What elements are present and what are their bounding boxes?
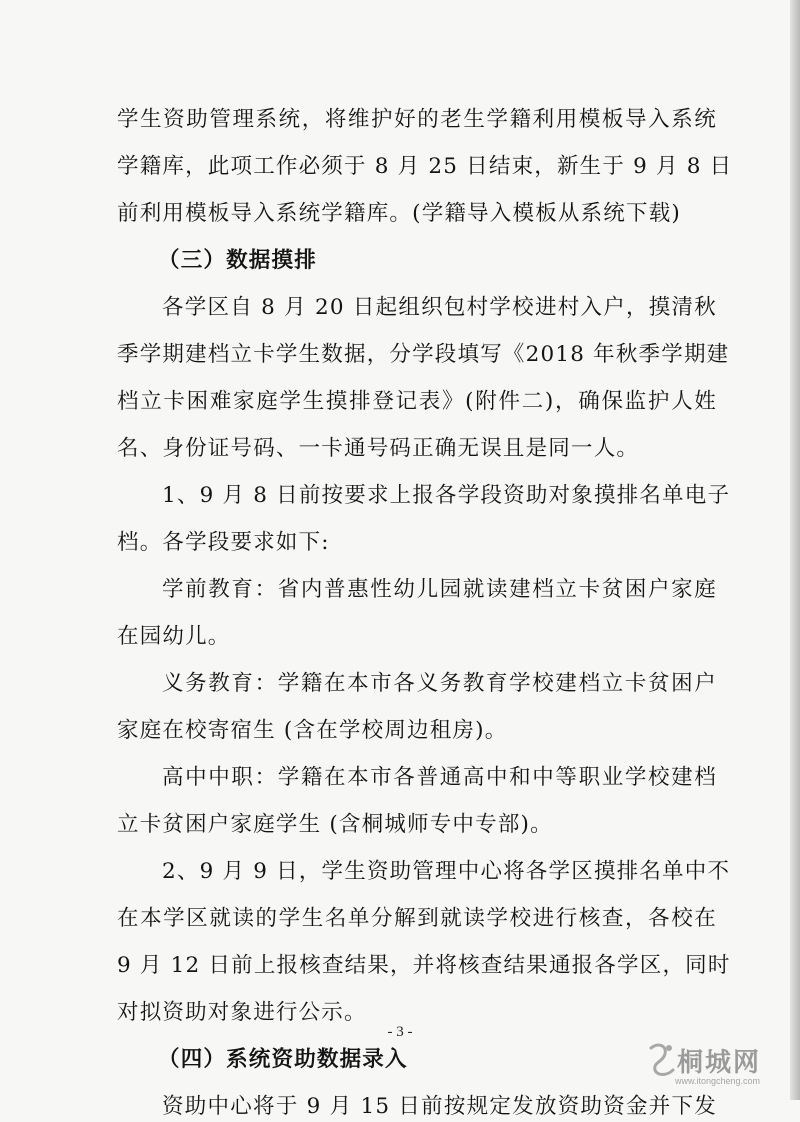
section-heading-four: （四）系统资助数据录入 — [158, 1047, 408, 1072]
text-line: 义务教育：学籍在本市各义务教育学校建档立卡贫困户 — [162, 671, 717, 696]
text-line: 各学区自 8 月 20 日起组织包村学校进村入户，摸清秋 — [162, 295, 717, 320]
watermark-name: 桐城网 — [677, 1048, 762, 1078]
text-line: 9 月 12 日前上报核查结果，并将核查结果通报各学区，同时 — [117, 953, 731, 978]
site-watermark — [645, 1040, 795, 1095]
text-line: 家庭在校寄宿生 (含在学校周边租房)。 — [117, 718, 508, 743]
text-line: 立卡贫困户家庭学生 (含桐城师专中专部)。 — [117, 812, 553, 837]
scan-edge — [790, 0, 800, 1100]
watermark-logo-icon — [645, 1040, 677, 1080]
text-line: 高中中职：学籍在本市各普通高中和中等职业学校建档 — [162, 765, 717, 790]
text-line: 在本学区就读的学生名单分解到就读学校进行核查，各校在 — [117, 906, 717, 931]
text-line: 档。各学段要求如下: — [117, 530, 330, 555]
text-line: 在园幼儿。 — [117, 624, 231, 649]
text-line: 2、9 月 9 日，学生资助管理中心将各学区摸排名单中不 — [162, 859, 731, 884]
text-line: 学前教育：省内普惠性幼儿园就读建档立卡贫困户家庭 — [162, 577, 717, 602]
text-line: 季学期建档立卡学生数据，分学段填写《2018 年秋季学期建 — [117, 342, 730, 367]
page-number: - 3 - — [387, 1024, 413, 1040]
watermark-url: www.itongcheng.com — [675, 1076, 761, 1086]
text-line: 资助中心将于 9 月 15 日前按规定发放资助资金并下发 — [162, 1094, 717, 1119]
text-line: 学籍库，此项工作必须于 8 月 25 日结束，新生于 9 月 8 日 — [117, 154, 733, 179]
text-line: 前利用模板导入系统学籍库。(学籍导入模板从系统下载) — [117, 201, 681, 226]
text-line: 学生资助管理系统，将维护好的老生学籍利用模板导入系统 — [117, 107, 717, 132]
text-line: 档立卡困难家庭学生摸排登记表》(附件二)，确保监护人姓 — [117, 389, 717, 414]
section-heading-three: （三）数据摸排 — [158, 248, 317, 273]
text-line: 1、9 月 8 日前按要求上报各学段资助对象摸排名单电子 — [162, 483, 731, 508]
text-line: 名、身份证号码、一卡通号码正确无误且是同一人。 — [117, 436, 640, 461]
text-line: 对拟资助对象进行公示。 — [117, 1000, 367, 1025]
